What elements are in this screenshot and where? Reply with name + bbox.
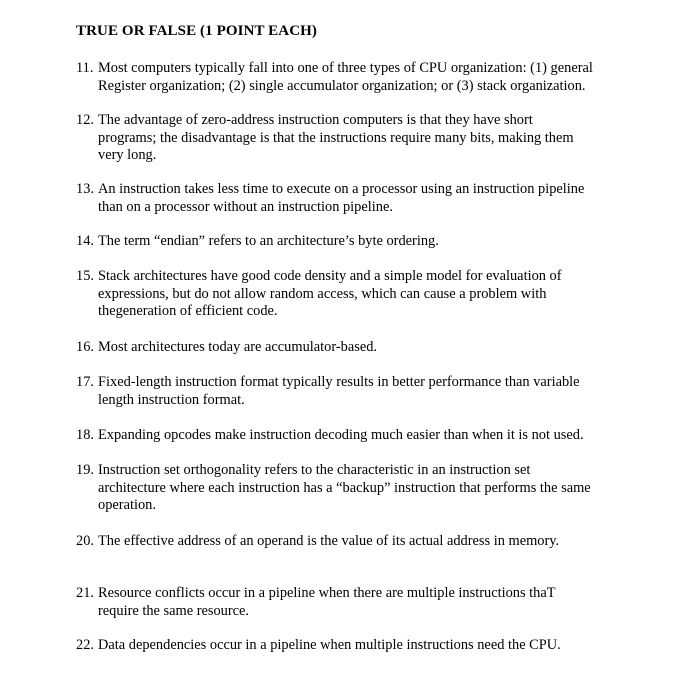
question-line: architecture where each instruction has a “backup” instruction that performs the same: [98, 479, 591, 496]
question-text: [98, 533, 636, 551]
question-text: [98, 60, 636, 95]
question-number: 21.: [76, 585, 94, 601]
question-16: [76, 339, 636, 357]
question-17: [76, 374, 636, 409]
question-text: [98, 181, 636, 216]
question-text: [98, 462, 636, 515]
question-number: 17.: [76, 374, 94, 390]
question-line: require the same resource.: [98, 602, 250, 619]
question-line: The effective address of an operand is the value of its actual address in memory.: [98, 533, 560, 549]
question-text: [98, 585, 636, 620]
question-line: than on a processor without an instruction pipeline.: [98, 198, 393, 215]
question-11: [76, 60, 636, 95]
question-line: Most architectures today are accumulator-based.: [98, 339, 378, 355]
question-13: [76, 181, 636, 216]
question-text: [98, 637, 636, 655]
question-number: 13.: [76, 181, 94, 197]
question-line: Expanding opcodes make instruction decoding much easier than when it is not used.: [98, 427, 584, 443]
question-line: Most computers typically fall into one of three types of CPU organization: (1) general: [98, 60, 593, 76]
question-18: [76, 427, 636, 445]
question-number: 14.: [76, 233, 94, 249]
question-number: 16.: [76, 339, 94, 355]
question-number: 15.: [76, 268, 94, 284]
question-line: programs; the disadvantage is that the instructions require many bits, making them: [98, 129, 574, 146]
question-22: [76, 637, 636, 655]
question-line: thegeneration of efficient code.: [98, 303, 278, 320]
question-text: [98, 339, 636, 357]
question-line: Register organization; (2) single accumulator organization; or (3) stack organization.: [98, 77, 586, 94]
question-text: [98, 268, 636, 321]
question-line: Data dependencies occur in a pipeline when multiple instructions need the CPU.: [98, 637, 561, 653]
question-text: [98, 112, 636, 165]
question-line: The term “endian” refers to an architecture’s byte ordering.: [98, 233, 439, 249]
question-line: An instruction takes less time to execute on a processor using an instruction pipeline: [98, 181, 585, 197]
question-number: 18.: [76, 427, 94, 443]
question-line: The advantage of zero-address instruction computers is that they have short: [98, 112, 533, 128]
section-heading: TRUE OR FALSE (1 POINT EACH): [76, 23, 318, 39]
question-line: expressions, but do not allow random access, which can cause a problem with: [98, 285, 547, 302]
question-number: 20.: [76, 533, 94, 549]
question-line: Resource conflicts occur in a pipeline when there are multiple instructions thaT: [98, 585, 556, 601]
question-21: [76, 585, 636, 620]
question-line: length instruction format.: [98, 391, 245, 408]
question-12: [76, 112, 636, 165]
question-line: Stack architectures have good code density and a simple model for evaluation of: [98, 268, 562, 284]
question-text: [98, 233, 636, 251]
question-20: [76, 533, 636, 551]
question-15: [76, 268, 636, 321]
question-19: [76, 462, 636, 515]
question-number: 12.: [76, 112, 94, 128]
question-text: [98, 374, 636, 409]
question-line: Fixed-length instruction format typically results in better performance than variable: [98, 374, 580, 390]
question-number: 22.: [76, 637, 94, 653]
question-number: 19.: [76, 462, 94, 478]
question-14: [76, 233, 636, 251]
question-line: very long.: [98, 147, 157, 164]
question-line: Instruction set orthogonality refers to the characteristic in an instruction set: [98, 462, 531, 478]
question-text: [98, 427, 636, 445]
question-line: operation.: [98, 497, 156, 514]
question-number: 11.: [76, 60, 94, 76]
